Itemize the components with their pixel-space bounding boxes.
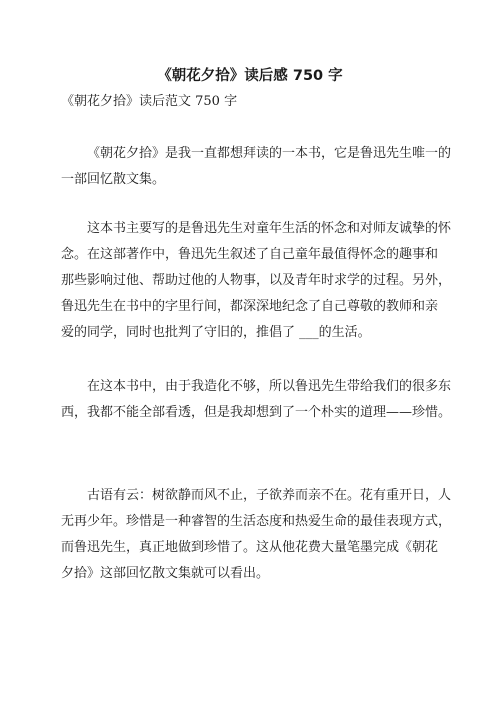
paragraph-line: 这本书主要写的是鲁迅先生对童年生活的怀念和对师友诚挚的怀 bbox=[87, 221, 452, 236]
paragraph-proverb bbox=[61, 483, 452, 587]
paragraph-line: 无再少年。珍惜是一种睿智的生活态度和热爱生命的最佳表现方式， bbox=[61, 514, 452, 529]
paragraph-line: 鲁迅先生在书中的字里行间，都深深地纪念了自己尊敬的教师和亲 bbox=[61, 299, 439, 314]
paragraph-line: 在这本书中，由于我造化不够，所以鲁迅先生带给我们的很多东 bbox=[87, 379, 452, 394]
paragraph-line: 那些影响过他、帮助过他的人物事，以及青年时求学的过程。另外， bbox=[61, 273, 452, 288]
paragraph-line: 西，我都不能全部看透，但是我却想到了一个朴实的道理——珍惜。 bbox=[61, 405, 452, 420]
paragraph-line: 夕拾》这部回忆散文集就可以看出。 bbox=[61, 566, 270, 581]
paragraph-line: 爱的同学，同时也批判了守旧的，推倡了 ___的生活。 bbox=[61, 325, 371, 340]
paragraph-summary bbox=[61, 216, 452, 346]
paragraph-reflection bbox=[61, 374, 452, 426]
paragraph-line: 而鲁迅先生，真正地做到珍惜了。这从他花费大量笔墨完成《朝花 bbox=[61, 540, 439, 555]
paragraph-line: 念。在这部著作中，鲁迅先生叙述了自己童年最值得怀念的趣事和 bbox=[61, 247, 439, 262]
paragraph-line: 古语有云：树欲静而风不止，子欲养而亲不在。花有重开日，人 bbox=[87, 488, 452, 503]
paragraph-line: 《朝花夕拾》是我一直都想拜读的一本书，它是鲁迅先生唯一的 bbox=[87, 146, 452, 161]
paragraph-line: 一部回忆散文集。 bbox=[61, 172, 166, 187]
document-title: 《朝花夕拾》读后感 750 字 bbox=[157, 68, 343, 84]
document-subtitle: 《朝花夕拾》读后范文 750 字 bbox=[61, 94, 238, 109]
paragraph-intro bbox=[61, 141, 452, 193]
